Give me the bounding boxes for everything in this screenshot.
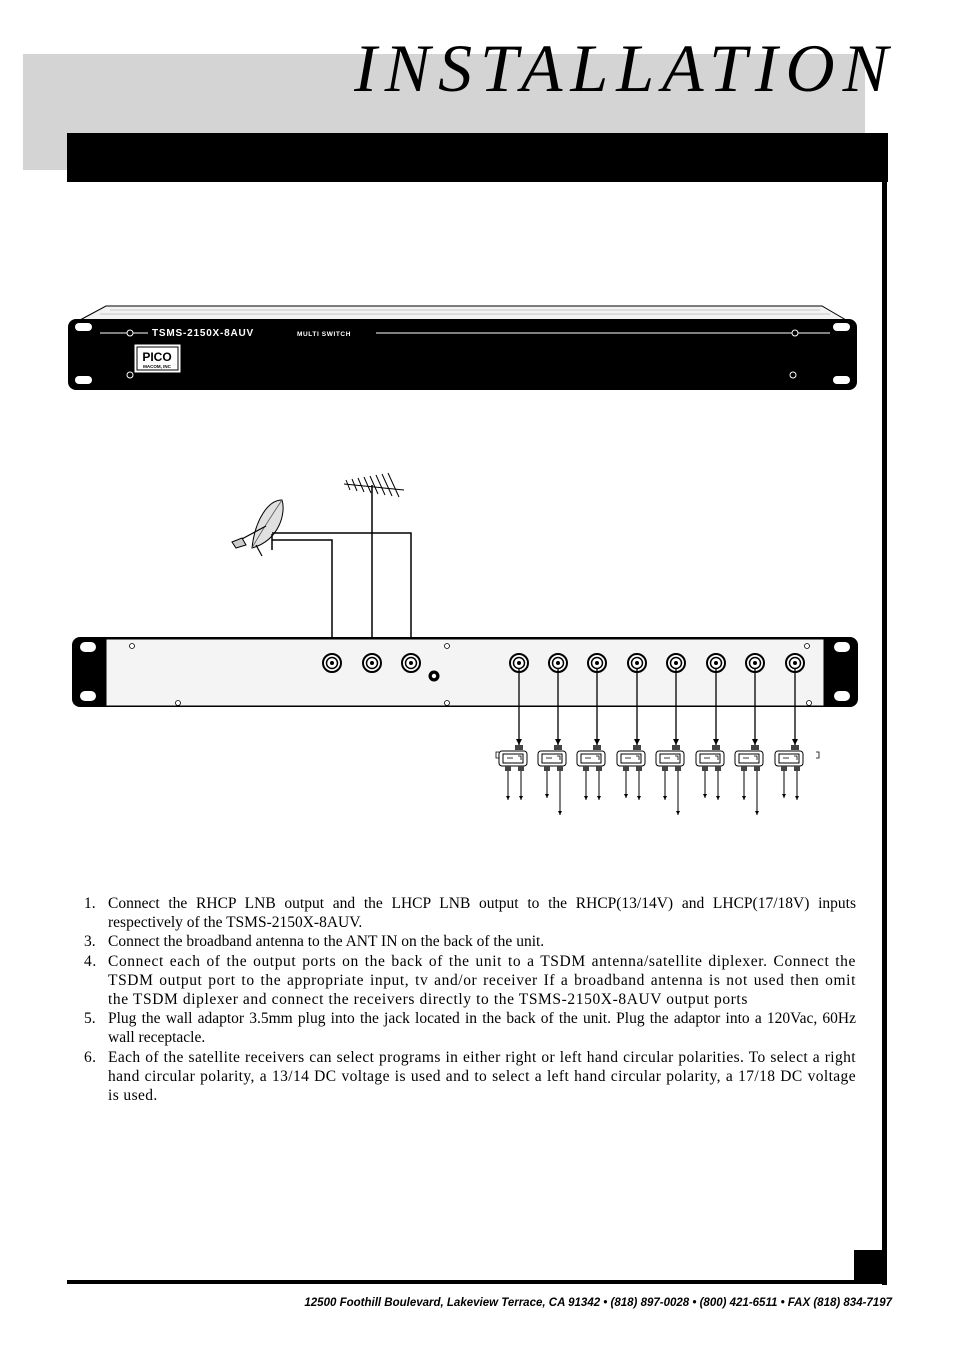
step-item: [84, 1048, 856, 1106]
step-text: Connect the RHCP LNB output and the LHCP LNB output to the RHCP(13/14V) and LHCP(17/18V) inputs respectively of the TSMS-2150X-8AUV.: [108, 895, 856, 932]
step-text: Plug the wall adaptor 3.5mm plug into the jack located in the back of the unit. Plug the adaptor into a 120Vac, 60Hz wall receptacle.: [108, 1010, 856, 1047]
page-corner-tab: [854, 1250, 887, 1284]
step-number: 1.: [84, 895, 96, 912]
step-item: [84, 894, 856, 932]
front-panel-type-label: MULTI SWITCH: [297, 331, 352, 338]
front-panel-illustration: [68, 306, 857, 390]
logo-subtext: MACOM, INC: [143, 364, 171, 369]
lnb-cables: [272, 533, 411, 655]
input-connector: [323, 654, 341, 672]
input-connector: [363, 654, 381, 672]
input-connector: [402, 654, 420, 672]
rear-panel-illustration: [72, 637, 858, 707]
step-number: 4.: [84, 952, 97, 970]
step-item: [84, 932, 856, 951]
satellite-dish-icon: [232, 500, 283, 556]
front-panel-model-label: TSMS-2150X-8AUV: [152, 328, 255, 339]
page-title: INSTALLATION: [354, 30, 896, 106]
step-item: [84, 1009, 856, 1047]
step-text: Connect the broadband antenna to the ANT IN on the back of the unit.: [108, 933, 545, 951]
tv-antenna-icon: [344, 473, 404, 655]
step-number: 6.: [84, 1048, 97, 1066]
step-number: 5.: [84, 1010, 96, 1028]
bottom-rule: [67, 1280, 887, 1284]
step-text: Each of the satellite receivers can select programs in either right or left hand circular polarities. To select a right hand circular polarity, a 13/14 DC voltage is used and to select a left hand circular polarity, a 17/18 DC voltage is used.: [108, 1048, 856, 1105]
power-jack: [429, 671, 440, 682]
step-text: Connect each of the output ports on the back of the unit to a TSDM antenna/satellite diplexer. Connect the TSDM output port to the appropriate input, tv and/or receiver If a broadband antenna is not used then omit the TSDM diplexer and connect the receivers directly to the TSMS-2150X-8AUV output ports: [108, 952, 856, 1009]
installation-steps: [84, 894, 856, 1105]
footer-address: 12500 Foothill Boulevard, Lakeview Terrace, CA 91342 • (818) 897-0028 • (800) 421-6511 • FAX (818) 834-7197: [304, 1297, 892, 1309]
logo-text: PICO: [142, 350, 172, 364]
step-item: [84, 952, 856, 1010]
step-number: 3.: [84, 933, 96, 951]
